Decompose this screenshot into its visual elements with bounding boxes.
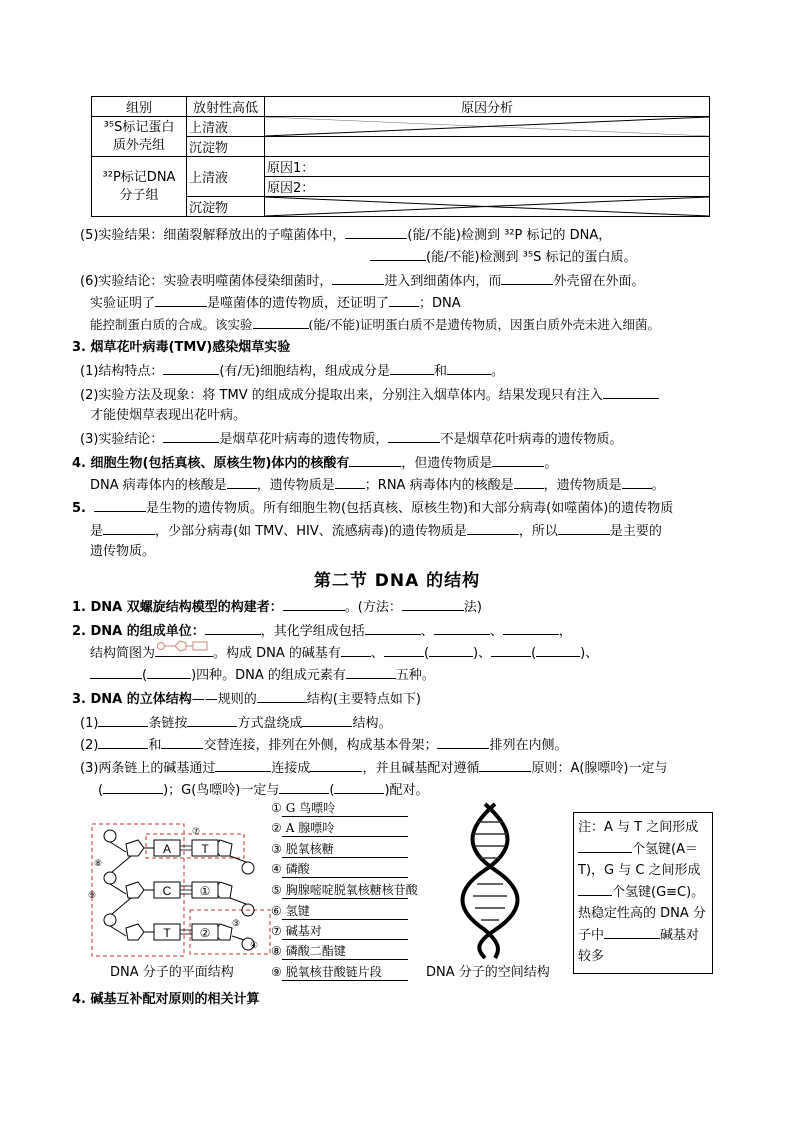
text: ——规则的: [191, 692, 257, 707]
text: (: [98, 783, 104, 798]
note-text: 碱基对较多: [578, 928, 700, 964]
tmv-line-4: [80, 428, 622, 450]
blank[interactable]: [335, 474, 365, 489]
s2-q3: [72, 688, 421, 710]
table-row: [92, 157, 710, 177]
text: ，但遗传物质是: [401, 456, 493, 471]
tmv-line-1: [80, 360, 504, 382]
blank[interactable]: [389, 292, 419, 307]
legend-num: ⑦: [271, 924, 282, 938]
q5-line-1: [72, 497, 673, 519]
reason-cell-empty: [265, 137, 710, 157]
text: )、: [473, 646, 492, 661]
blank[interactable]: [370, 246, 426, 261]
note-box: [573, 812, 713, 974]
text: 连接成: [271, 761, 311, 776]
text: 、: [420, 624, 434, 639]
text: 2. DNA 的组成单位：: [72, 624, 205, 639]
text: (3)实验结论：: [80, 432, 164, 447]
text: 。: [651, 478, 665, 493]
text: 。: [490, 364, 504, 379]
blank[interactable]: [429, 642, 473, 657]
text: (能/不能)检测到 ³⁵S 标记的蛋白质。: [426, 250, 637, 265]
s2-q2-line1: [72, 620, 572, 642]
s2-q3-3b: ( )；G(鸟嘌呤)一定与 ( )配对。: [98, 779, 429, 801]
blank[interactable]: [341, 642, 371, 657]
marker-3: ③: [231, 919, 241, 929]
text: )、: [580, 646, 599, 661]
text: 四种。DNA 的组成元素有: [196, 668, 346, 683]
table-header-row: [92, 97, 710, 117]
text: 1. DNA 双螺旋结构模型的构建者：: [72, 600, 283, 615]
cell-sediment-2: 沉淀物: [187, 197, 265, 217]
marker-9: ⑨: [87, 891, 97, 901]
s2-q2-line3: ( )四种。DNA 的组成元素有 五种。: [90, 664, 435, 686]
s2-q4: 4. 碱基互补配对原则的相关计算: [72, 992, 260, 1007]
text: (: [531, 646, 537, 661]
legend-item: [271, 943, 408, 960]
note-text: 个氢键(G≡C)。热稳定性高的 DNA 分子中: [578, 885, 706, 943]
blank[interactable]: [187, 712, 237, 727]
legend-label: A 腺嘌呤: [282, 820, 408, 837]
text: 、: [489, 624, 503, 639]
legend-num: ⑨: [271, 965, 282, 979]
text: (能/不能)检测到 ³²P 标记的 DNA，: [407, 228, 612, 243]
legend-num: ⑧: [271, 944, 282, 958]
text: ，遗传物质是: [256, 478, 335, 493]
text: (2)实验方法及现象：将 TMV 的组成成分提取出来，分别注入烟草体内。结果发现只有注入: [80, 388, 603, 403]
text: 和: [433, 364, 447, 379]
text: 5.: [72, 501, 86, 516]
legend-num: ⑤: [271, 883, 282, 897]
blank[interactable]: [334, 779, 384, 794]
blank[interactable]: [622, 474, 652, 489]
conclusion-line-3: [90, 314, 660, 335]
blank[interactable]: [163, 428, 219, 443]
blank[interactable]: [388, 428, 440, 443]
tmv-line-2: [80, 384, 659, 406]
text: 排列在内侧。: [489, 738, 568, 753]
blank[interactable]: [163, 360, 219, 375]
text: (能/不能)证明蛋白质不是遗传物质，因蛋白质外壳未进入细菌。: [308, 317, 660, 332]
marker-7: ⑦: [191, 827, 201, 837]
text: 和: [148, 738, 162, 753]
marker-8: ⑧: [93, 859, 103, 869]
text: 、: [370, 646, 384, 661]
note-text: 注：A 与 T 之间形成: [578, 820, 699, 835]
note-text: 个氢键(A＝T)，G 与 C 之间形成: [578, 842, 701, 878]
result-line-2: [370, 246, 636, 268]
s2-q3-1: [80, 712, 391, 734]
blank[interactable]: [558, 520, 610, 535]
blank[interactable]: [578, 881, 612, 896]
legend-num: ④: [271, 862, 282, 876]
base-label: T: [201, 842, 209, 856]
dna-planar-diagram: [86, 818, 272, 964]
group-p32-line1: ³²P标记DNA: [102, 169, 176, 185]
text: DNA 病毒体内的核酸是: [90, 478, 227, 493]
blank[interactable]: [332, 270, 384, 285]
blank[interactable]: [503, 620, 559, 635]
blank[interactable]: [302, 712, 352, 727]
legend-item: [271, 882, 418, 899]
text: ，并且碱基配对遵循: [362, 761, 480, 776]
text: 结构(主要特点如下): [306, 692, 421, 707]
legend-item: [271, 923, 408, 940]
legend-item: [271, 964, 408, 981]
blank[interactable]: [467, 520, 519, 535]
conclusion-line-1: [80, 270, 644, 292]
blank[interactable]: [501, 270, 553, 285]
text: 是烟草花叶病毒的遗传物质，: [219, 432, 389, 447]
text: 条链按: [148, 716, 188, 731]
legend-label: G 鸟嘌呤: [282, 800, 408, 817]
cell-supernatant-2: 上清液: [187, 157, 265, 197]
text: 3. DNA 的立体结构: [72, 692, 192, 707]
legend-item: [271, 841, 408, 858]
text: 方式盘绕成: [237, 716, 303, 731]
blank[interactable]: [103, 520, 155, 535]
text: (有/无)细胞结构，组成成分是: [219, 364, 390, 379]
text: ，少部分病毒(如 TMV、HIV、流感病毒)的遗传物质是: [155, 524, 467, 539]
text: 实验证明了: [90, 296, 156, 311]
text: 原则：A(腺嘌呤)一定与: [531, 761, 668, 776]
reason1-cell: 原因1：: [265, 157, 710, 177]
base-label: T: [163, 926, 171, 940]
blank[interactable]: [536, 642, 580, 657]
text: 外壳留在外面。: [553, 274, 645, 289]
text: 。构成 DNA 的碱基有: [213, 646, 341, 661]
blank[interactable]: [227, 474, 257, 489]
heading-tmv: 3. 烟草花叶病毒(TMV)感染烟草实验: [72, 340, 291, 355]
text: (2): [80, 738, 99, 753]
text: 进入到细菌体内，而: [384, 274, 502, 289]
reason-cell-crossed: [265, 117, 710, 137]
legend-label: 碱基对: [282, 923, 408, 940]
legend-num: ②: [271, 821, 282, 835]
blank[interactable]: [103, 779, 163, 794]
blank[interactable]: [98, 712, 148, 727]
marker-4: ④: [249, 941, 259, 951]
header-group: 组别: [92, 97, 187, 117]
text: 。(方法：: [344, 600, 402, 615]
legend-item: [271, 861, 408, 878]
legend-label: 磷酸二酯键: [282, 943, 408, 960]
text: ，遗传物质是: [543, 478, 622, 493]
text: 是噬菌体的遗传物质，还证明了: [207, 296, 390, 311]
group-s35-line1: ³⁵S标记蛋白: [103, 119, 175, 135]
text: (5)实验结果：细菌裂解释放出的子噬菌体中，: [80, 228, 346, 243]
blank[interactable]: [90, 664, 142, 679]
experiment-table: [91, 96, 710, 217]
blank[interactable]: [345, 224, 407, 239]
text: 五种。: [395, 668, 435, 683]
text: ，: [558, 624, 572, 639]
base-label: ①: [199, 884, 211, 898]
legend-label: 磷酸: [282, 861, 408, 878]
blank[interactable]: [402, 596, 464, 611]
text: (6)实验结论：实验表明噬菌体侵染细菌时，: [80, 274, 333, 289]
text: 能控制蛋白质的合成。该实验: [90, 317, 253, 332]
s2-q2-line2: [90, 642, 598, 664]
s2-q3-3: [80, 757, 668, 779]
legend-label: 脱氧核糖: [282, 841, 408, 858]
text: 不是烟草花叶病毒的遗传物质。: [440, 432, 623, 447]
reason-cell-crossed-2: [265, 197, 710, 217]
s2-q1: [72, 596, 482, 618]
tmv-line-3: 才能使烟草表现出花叶病。: [90, 408, 247, 423]
text: (: [423, 646, 430, 661]
cell-sediment: 沉淀物: [187, 137, 265, 157]
blank[interactable]: [365, 620, 421, 635]
conclusion-line-2: [90, 292, 461, 314]
q4-line-1: [72, 452, 557, 474]
text: 配对。: [389, 783, 429, 798]
text: 交替连接，排列在外侧，构成基本骨架；: [203, 738, 438, 753]
legend-item: [271, 820, 408, 837]
text: 结构简图为: [90, 646, 156, 661]
group-s35: [92, 117, 187, 157]
blank[interactable]: [98, 734, 148, 749]
caption-spatial: DNA 分子的空间结构: [426, 965, 550, 980]
blank[interactable]: [155, 292, 207, 307]
blank[interactable]: [447, 360, 491, 375]
text: (1): [80, 716, 99, 731]
blank[interactable]: [283, 596, 345, 611]
base-label: C: [162, 884, 172, 898]
blank[interactable]: [604, 924, 660, 939]
text: 。: [544, 456, 558, 471]
table-row: [92, 117, 710, 137]
reason2-cell: 原因2：: [265, 177, 710, 197]
blank[interactable]: [491, 642, 531, 657]
text: ；G(鸟嘌呤)一定与: [168, 783, 280, 798]
text: 4. 细胞生物(包括真核、原核生物)体内的核酸有: [72, 456, 350, 471]
text: (: [329, 783, 335, 798]
text: ；RNA 病毒体内的核酸是: [364, 478, 514, 493]
blank[interactable]: [346, 664, 396, 679]
section-title: 第二节 DNA 的结构: [313, 571, 481, 591]
blank[interactable]: [257, 688, 307, 703]
cell-supernatant: 上清液: [187, 117, 265, 137]
blank[interactable]: [253, 314, 309, 329]
blank[interactable]: [603, 384, 659, 399]
q5-line-2: [90, 520, 662, 542]
legend-num: ③: [271, 842, 282, 856]
blank[interactable]: [492, 452, 544, 467]
blank[interactable]: [161, 734, 203, 749]
legend-num: ①: [271, 801, 282, 815]
text: ；DNA: [419, 296, 461, 311]
text: 是生物的遗传物质。所有细胞生物(包括真核、原核生物)和大部分病毒(如噬菌体)的遗传物质: [145, 501, 674, 516]
blank[interactable]: [434, 620, 490, 635]
blank[interactable]: [279, 779, 329, 794]
text: (3)两条链上的碱基通过: [80, 761, 216, 776]
base-label: ②: [199, 926, 211, 940]
blank[interactable]: [578, 838, 632, 853]
blank[interactable]: [479, 757, 531, 772]
result-line-1: [80, 224, 611, 246]
text: 是: [90, 524, 104, 539]
q4-line-2: [90, 474, 665, 496]
legend-label: 胸腺嘧啶脱氧核糖核苷酸: [282, 882, 408, 899]
s2-q3-2: [80, 734, 567, 756]
group-s35-line2: 质外壳组: [112, 137, 165, 153]
blank[interactable]: [94, 497, 146, 512]
header-reason: 原因分析: [265, 97, 710, 117]
text: (1)结构特点：: [80, 364, 164, 379]
dna-helix-image: [455, 800, 525, 960]
nucleotide-sketch-icon: [155, 642, 213, 657]
text: (: [142, 668, 148, 683]
base-label: A: [162, 842, 172, 856]
legend-item: [271, 800, 408, 817]
blank[interactable]: [349, 452, 401, 467]
text: ，其化学组成包括: [260, 624, 365, 639]
blank[interactable]: [437, 734, 489, 749]
legend-num: ⑥: [271, 904, 282, 918]
legend-label: 氢键: [282, 903, 408, 920]
group-p32-line2: 分子组: [119, 187, 159, 203]
blank[interactable]: [514, 474, 544, 489]
q5-line-3: 遗传物质。: [90, 544, 156, 559]
text: ，所以: [518, 524, 558, 539]
group-p32: [92, 157, 187, 217]
text: 是主要的: [609, 524, 662, 539]
legend-item: [271, 903, 408, 920]
caption-planar: DNA 分子的平面结构: [110, 965, 234, 980]
blank[interactable]: [390, 360, 434, 375]
legend-label: 脱氧核苷酸链片段: [282, 964, 408, 981]
blank[interactable]: [215, 757, 271, 772]
blank[interactable]: [384, 642, 424, 657]
blank[interactable]: [147, 664, 191, 679]
text: 法): [463, 600, 482, 615]
header-radioactivity: 放射性高低: [187, 97, 265, 117]
blank[interactable]: [310, 757, 362, 772]
blank[interactable]: [205, 620, 261, 635]
text: 结构。: [352, 716, 392, 731]
